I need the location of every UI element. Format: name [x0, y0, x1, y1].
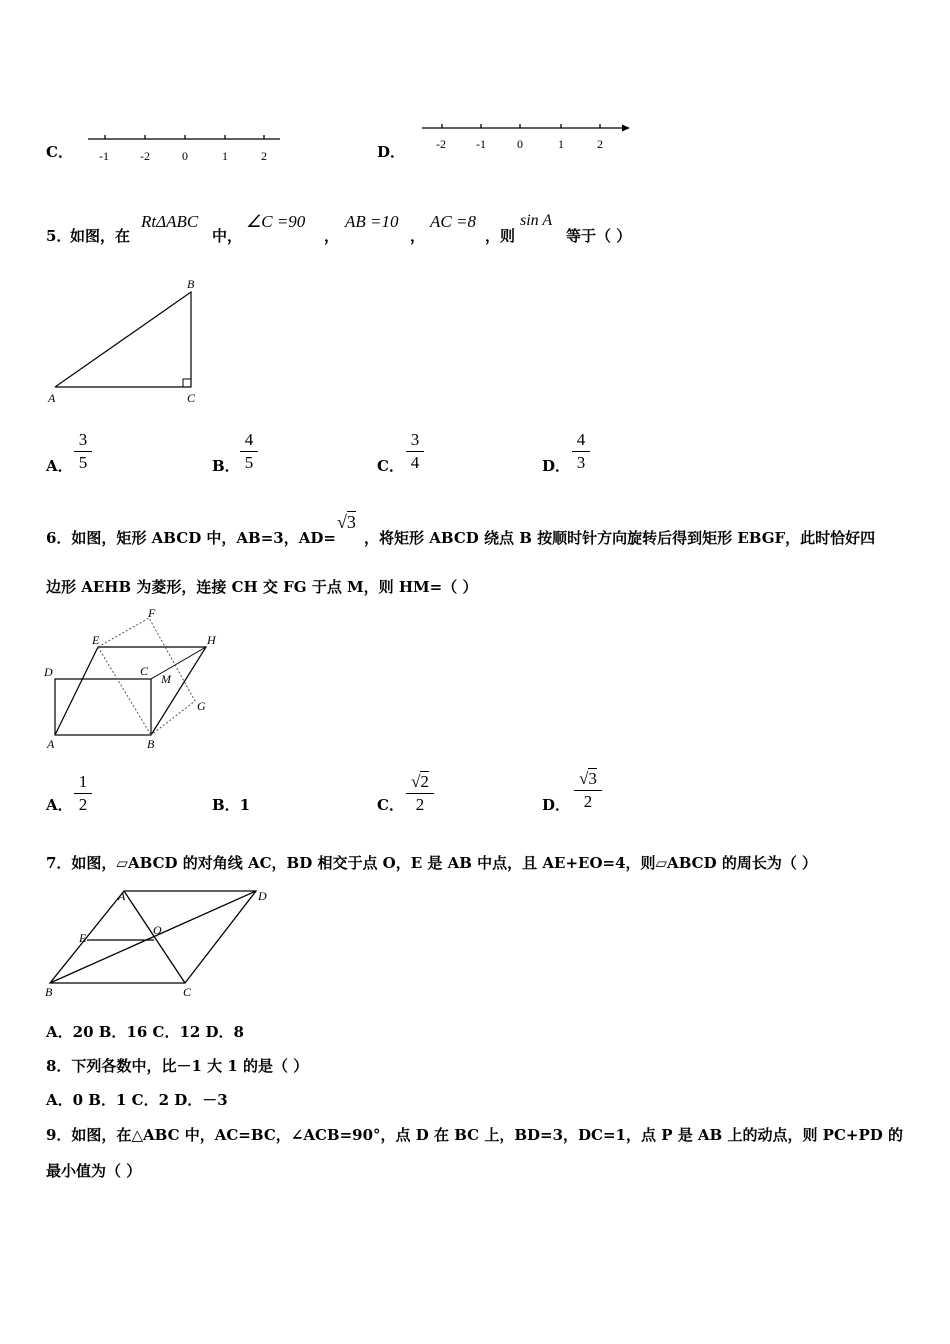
q6-label-g: G: [197, 699, 206, 713]
q5-text-mid2: ，则: [485, 227, 516, 245]
q9-line1: 9．如图，在△ABC 中，AC=BC，∠ACB=90°，点 D 在 BC 上，BD=3，DC=1，点 P 是 AB 上的动点，则 PC+PD 的: [46, 1126, 903, 1144]
q4-option-d-number-line: [418, 118, 633, 158]
q6-option-d-num: √3: [574, 769, 602, 791]
q5-option-c-fraction: [406, 430, 424, 473]
q6-figure-rectangles: [40, 604, 240, 754]
d-tick-1: -2: [436, 137, 446, 151]
q7-label-d: D: [258, 889, 267, 903]
q6-label-h: H: [207, 633, 216, 647]
d-tick-3: 0: [517, 137, 523, 151]
q7-label-o: O: [153, 923, 162, 937]
q5-sep1: ，: [324, 227, 340, 245]
q5-option-c-num: 3: [406, 430, 424, 452]
q5-option-c-label: C．: [377, 457, 404, 475]
q5-sin: sin A: [520, 212, 553, 229]
c-tick-3: 0: [182, 149, 188, 163]
q4-option-c-number-line: [84, 128, 289, 168]
q6-option-a-num: 1: [74, 772, 92, 794]
q5-angle: ∠C =90: [246, 212, 306, 231]
q7-figure-parallelogram: [44, 884, 276, 1002]
q6-line1-b: ，将矩形 ABCD 绕点 B 按顺时针方向旋转后得到矩形 EBGF，此时恰好四: [364, 529, 876, 547]
q6-option-d-sqrt: 3: [588, 769, 597, 788]
q6-option-a-den: 2: [78, 795, 88, 814]
c-tick-5: 2: [261, 149, 267, 163]
q5-option-d-num: 4: [572, 430, 590, 452]
q6-option-a-label: A．: [46, 796, 73, 814]
q6-option-c-fraction: [406, 772, 434, 815]
q6-label-d: D: [44, 665, 53, 679]
q6-option-c-num: √2: [406, 772, 434, 794]
q5-label-a: A: [48, 391, 56, 405]
q5-sep2: ，: [410, 227, 426, 245]
q5-ac: AC =8: [430, 212, 476, 231]
q5-option-d-fraction: [572, 430, 590, 473]
q5-option-b-den: 5: [244, 453, 254, 472]
q5-option-d-label: D．: [542, 457, 571, 475]
q5-label-c: C: [187, 391, 196, 405]
q5-figure-triangle: [44, 274, 214, 409]
q4-option-c-label: C．: [46, 143, 73, 161]
q5-option-d-den: 3: [576, 453, 586, 472]
q6-sqrt: √3: [337, 512, 356, 532]
q6-label-a: A: [47, 737, 55, 751]
q4-option-d-label: D．: [377, 143, 406, 161]
q5-option-c-den: 4: [410, 453, 420, 472]
q5-option-a-label: A．: [46, 457, 73, 475]
q7-label-e: E: [79, 931, 87, 945]
q5-number: 5．: [46, 227, 72, 245]
q5-option-a-num: 3: [74, 430, 92, 452]
q6-option-c-den: 2: [415, 795, 425, 814]
q6-option-d-label: D．: [542, 796, 571, 814]
q6-option-b: B．1: [212, 796, 251, 814]
q5-option-b-fraction: [240, 430, 258, 473]
q6-option-c-label: C．: [377, 796, 404, 814]
d-tick-4: 1: [558, 137, 564, 151]
q5-triangle: RtΔABC: [141, 212, 199, 231]
q7-label-b: B: [45, 985, 53, 999]
q6-label-f: F: [148, 606, 156, 620]
q5-text-mid1: 中，: [212, 227, 243, 245]
q6-sqrt-value: 3: [346, 512, 356, 532]
q9-line2: 最小值为（ ）: [46, 1162, 142, 1180]
q6-option-a-fraction: [74, 772, 92, 815]
q5-option-b-label: B．: [212, 457, 240, 475]
q7-options: A．20 B．16 C．12 D．8: [46, 1023, 244, 1041]
q6-label-c: C: [140, 664, 149, 678]
q6-label-e: E: [92, 633, 100, 647]
q8-options: A．0 B．1 C．2 D．－3: [46, 1091, 228, 1109]
q7-label-a: A: [118, 889, 126, 903]
q5-option-a-den: 5: [78, 453, 88, 472]
c-tick-4: 1: [222, 149, 228, 163]
q6-line1-a: 6．如图，矩形 ABCD 中，AB=3，AD=: [46, 529, 336, 547]
q5-option-a-fraction: [74, 430, 92, 473]
q6-line2: 边形 AEHB 为菱形，连接 CH 交 FG 于点 M，则 HM=（ ）: [46, 578, 478, 596]
q6-option-c-sqrt: 2: [420, 772, 429, 791]
q7-label-c: C: [183, 985, 192, 999]
c-tick-2: -2: [140, 149, 150, 163]
q5-label-b: B: [187, 277, 195, 291]
q7-text: 7．如图，▱ABCD 的对角线 AC，BD 相交于点 O，E 是 AB 中点，且 AE+EO=4，则▱ABCD 的周长为（ ）: [46, 854, 818, 872]
q6-option-d-fraction: [574, 769, 602, 812]
q5-text-pre: 如图，在: [70, 227, 131, 245]
q8-text: 8．下列各数中，比－1 大 1 的是（ ）: [46, 1057, 309, 1075]
q6-option-d-den: 2: [583, 792, 593, 811]
q5-text-post: 等于（ ）: [566, 227, 632, 245]
q6-label-m: M: [161, 672, 171, 686]
d-tick-5: 2: [597, 137, 603, 151]
d-tick-2: -1: [476, 137, 486, 151]
q5-ab: AB =10: [345, 212, 399, 231]
q6-label-b: B: [147, 737, 155, 751]
q5-option-b-num: 4: [240, 430, 258, 452]
c-tick-1: -1: [99, 149, 109, 163]
